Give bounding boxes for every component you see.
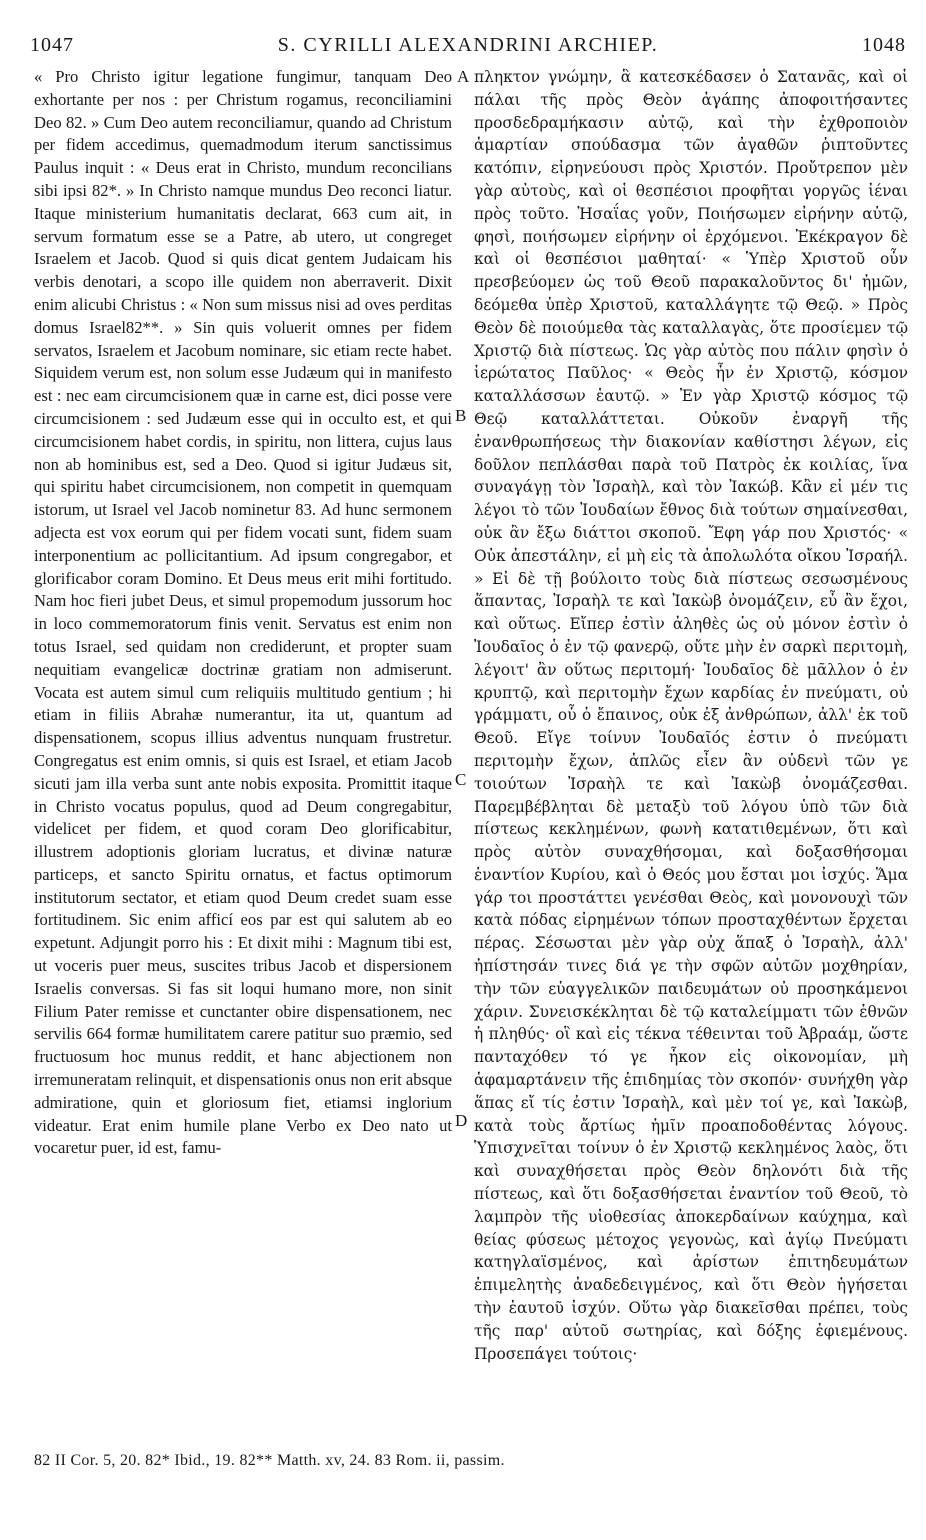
running-title: S. CYRILLI ALEXANDRINI ARCHIEP.	[277, 34, 659, 56]
page-header	[30, 28, 906, 64]
margin-marker-d: D	[455, 1111, 468, 1130]
latin-text: « Pro Christo igitur legatione fungimur, tanquam Deo exhortante per nos : per Christum rogamus, reconciliamini Deo 82. » Cum Deo autem reconciliamur, quando ad Christum per fidem accedimus, quemadmodum iterum sanctissimus Paulus inquit : « Deus erat in Christo, mundum reconcilians sibi ipsi 82*. » In Christo namque mundus Deo reconci liatur. Itaque ministerium humanitatis declarat, 663 cum ait, in servum formatum esse se a Patre, ab utero, ut congreget Israelem et Jacob. Quod si quis dicat gentem Judaicam his verbis denotari, a scopo ille quidem non aberraverit. Dixit enim alicubi Christus : « Non sum missus nisi ad oves perditas domus Israel82**. » Sin quis voluerit omnes per fidem servatos, Israelem et Jacobum nominare, sic etiam recte habet. Siquidem verum est, non solum esse Judæum qui in manifesto est : nec eam circumcisionem quæ in carne est, dici posse vere circumcisionem : sed Judæum esse qui in occulto est, et qui circumcisionem habet cordis, in spiritu, non littera, cujus laus non ab hominibus est, sed a Deo. Quod si igitur Judæus sit, qui spiritu habet circumcisionem, non competit in quemquam istorum, ut Israel vel Jacob nominetur 83. Ad hunc sermonem adjecta est vox eorum qui per fidem vocati sunt, fidem suam interponentium ac pollicitantium. Ad ipsum congregabor, et glorificabor coram Domino. Et Deus meus erit mihi fortitudo. Nam hoc fieri jubet Deus, et simul propemodum jussorum hoc in loco commemoratorum finis venit. Servatus est enim non totus Israel, sed quidam non crediderunt, et propter suam nequitiam evangelicæ doctrinæ gratiam non admiserunt. Vocata est autem simul cum reliquiis multitudo gentium ; hi etiam in filiis Abrahæ numerantur, ita ut, quantum ad dispensationem, scopus illius adventus nunquam frustretur. Congregatus est enim omnis, si quis est Israel, et etiam Jacob sicuti jam illa verba sunt ante nobis exposita. Promittit itaque in Christo vocatus populus, quod ad Deum congregabitur, videlicet per fidem, et quod coram Deo glorificabitur, illustrem adoptionis gloriam lucratus, et divinæ naturæ particeps, et sancto Spiritu ornatus, et factus optimorum institutorum sectator, et etiam quod Deum credet suam esse fortitudinem. Sic enim afficí eos par est qui salutem ab eo expetunt. Adjungit porro his : Et dixit mihi : Magnum tibi est, ut voceris puer meus, suscites tribus Jacob et dispersionem Israelis conversas. Si fas sit loqui humano more, non sinit Filium Pater remisse et cunctanter obire dispensationem, nec servilis 664 formæ humilitatem carere patitur suo præmio, sed fructuosum hoc munus reddit, et hanc abjectionem non irremuneratam relinquit, et dispensationis onus non erit absque admiratione, quin et gloriosum fiet, etiamsi inglorium videatur. Erat enim humile plane Verbo ex Deo nato ut vocaretur puer, id est, famu-	[34, 67, 452, 1158]
margin-marker-b: B	[455, 406, 467, 425]
margin-marker-a: A	[457, 67, 470, 86]
page-number-left: 1047	[30, 34, 74, 56]
footnotes: 82 II Cor. 5, 20. 82* Ibid., 19. 82** Matth. xv, 24. 83 Rom. ii, passim.	[34, 1452, 505, 1469]
page-number-right: 1048	[862, 34, 906, 56]
margin-marker-c: C	[455, 770, 467, 789]
greek-column	[474, 66, 908, 1365]
greek-text: πληκτον γνώμην, ἃ κατεσκέδασεν ὁ Σατανᾶς, καὶ οἱ πάλαι τῆς πρὸς Θεὸν ἀγάπης ἀποφοιτήσαντες προσδεδραμήκασιν αὐτῷ, καὶ τὴν ἐχθροποιὸν ἁμαρτίαν σπούδασμα τῶν ἀγαθῶν ῥιπτοῦντες κατόπιν, εἰρηνεύουσι πρὸς Χριστόν. Προὔτρεπον μὲν γὰρ αὐτοὺς, καὶ οἱ θεσπέσιοι προφῆται γοργῶς ἰέναι πρὸς τοῦτο. Ἡσαΐας γοῦν, Ποιήσωμεν εἰρήνην αὐτῷ, φησὶ, ποιήσωμεν εἰρήνην οἱ ἐρχόμενοι. Ἐκέκραγον δὲ καὶ οἱ θεσπέσιοι μαθηταί· « Ὑπὲρ Χριστοῦ οὖν πρεσβεύομεν ὡς τοῦ Θεοῦ παρακαλοῦντος δι' ἡμῶν, δεόμεθα ὑπὲρ Χριστοῦ, καταλλάγητε τῷ Θεῷ. » Πρὸς Θεὸν δὲ ποιούμεθα τὰς καταλλαγὰς, ὅτε προσίεμεν τῷ Χριστῷ διὰ πίστεως. Ὡς γὰρ αὐτὸς που πάλιν φησὶν ὁ ἱερώτατος Παῦλος· « Θεὸς ἦν ἐν Χριστῷ, κόσμον καταλλάσσων ἑαυτῷ. » Ἐν γὰρ Χριστῷ κόσμος τῷ Θεῷ καταλλάττεται. Οὐκοῦν ἐναργῆ τῆς ἐνανθρωπήσεως τὴν διακονίαν καθίστησι λέγων, εἰς δοῦλον πεπλάσθαι παρὰ τοῦ Πατρὸς ἐκ κοιλίας, ἵνα συναγάγῃ τὸν Ἰσραὴλ, καὶ τὸν Ἰακώβ. Κἂν εἰ μέν τις λέγοι τὸ τῶν Ἰουδαίων ἔθνος διὰ τούτων σημαίνεσθαι, οὐκ ἂν ἔξω διάττοι σκοποῦ. Ἔφη γάρ που Χριστός· « Οὐκ ἀπεστάλην, εἰ μὴ εἰς τὰ ἀπολωλότα οἴκου Ἰσραήλ. » Εἰ δὲ τῇ βούλοιτο τοὺς διὰ πίστεως σεσωσμένους ἅπαντας, Ἰσραὴλ τε καὶ Ἰακὼβ ὀνομάζειν, εὖ ἂν ἔχοι, καὶ οὕτως. Εἴπερ ἐστὶν ἀληθὲς ὡς οὐ μόνον ἐστὶν ὁ Ἰουδαῖος ὁ ἐν τῷ φανερῷ, οὔτε μὴν ἐν σαρκὶ περιτομὴ, λέγοιτ' ἂν οὕτως περιτομή· Ἰουδαῖος δὲ μᾶλλον ὁ ἐν κρυπτῷ, καὶ περιτομὴν ἔχων καρδίας ἐν πνεύματι, οὐ γράμματι, οὗ ὁ ἔπαινος, οὐκ ἐξ ἀνθρώπων, ἀλλ' ἐκ τοῦ Θεοῦ. Εἴγε τοίνυν Ἰουδαῖός ἐστιν ὁ πνεύματι περιτομὴν ἔχων, ἁπλῶς εἶεν ἂν οὐδενὶ τῶν γε τοιούτων Ἰσραὴλ τε καὶ Ἰακὼβ ὀνομάζεσθαι. Παρεμβέβληται δὲ μεταξὺ τοῦ λόγου ὑπὸ τῶν διὰ πίστεως κεκλημένων, φωνὴ κατατιθεμένων, ὅτι καὶ πρὸς αὐτὸν συναχθήσομαι, καὶ δοξασθήσομαι ἐναντίον Κυρίου, καὶ ὁ Θεός μου ἔσται μοι ἰσχύς. Ἅμα γάρ τοι προστάττει γενέσθαι Θεὸς, καὶ μονονουχὶ τῶν κατὰ πόδας εἰρημένων τόπων προσταχθέντων ἔρχεται πέρας. Σέσωσται μὲν γὰρ οὐχ ἅπαξ ὁ Ἰσραὴλ, ἀλλ' ἠπίστησάν τινες διά γε τὴν σφῶν αὐτῶν μοχθηρίαν, τὴν τῶν εὐαγγελικῶν παιδευμάτων οὐ προσηκάμενοι χάριν. Συνεισκέκληται δὲ τῷ καταλείμματι τῶν ἐθνῶν ἡ πληθύς· οἳ καὶ εἰς τέκνα τέθεινται τοῦ Ἀβραάμ, ὥστε πανταχόθεν τό γε ἧκον εἰς οἰκονομίαν, μὴ ἁφαμαρτάνειν τῆς ἐπιδημίας τὸν σκοπόν· συνήχθη γὰρ ἅπας εἴ τίς ἐστιν Ἰσραὴλ, καὶ μὲν τοί γε, καὶ Ἰακὼβ, κατὰ τοὺς ἄρτίως ἡμῖν προαποδοθέντας λόγους. Ὑπισχνεῖται τοίνυν ὁ ἐν Χριστῷ κεκλημένος λαὸς, ὅτι καὶ συναχθήσεται πρὸς Θεὸν δηλονότι διὰ τῆς πίστεως, καὶ ὅτι δοξασθήσεται ἐναντίον τοῦ Θεοῦ, τὸ λαμπρὸν τῆς υἱοθεσίας ἀποκερδαίνων καύχημα, καὶ θείας φύσεως μέτοχος γεγονὼς, καὶ ἁγίῳ Πνεύματι κατηγλαϊσμένος, καὶ ἀρίστων ἐπιτηδευμάτων ἐπιμελητὴς ἀναδεδειγμένος, καὶ ὅτι Θεὸν ἡγήσεται τὴν ἑαυτοῦ ἰσχύν. Οὕτω γὰρ διακεῖσθαι πρέπει, τοὺς τῆς παρ' αὐτοῦ σωτηρίας, καὶ δόξης ἐφιεμένους. Προσεπάγει τούτοις·	[474, 68, 908, 1363]
latin-column	[34, 66, 452, 1160]
